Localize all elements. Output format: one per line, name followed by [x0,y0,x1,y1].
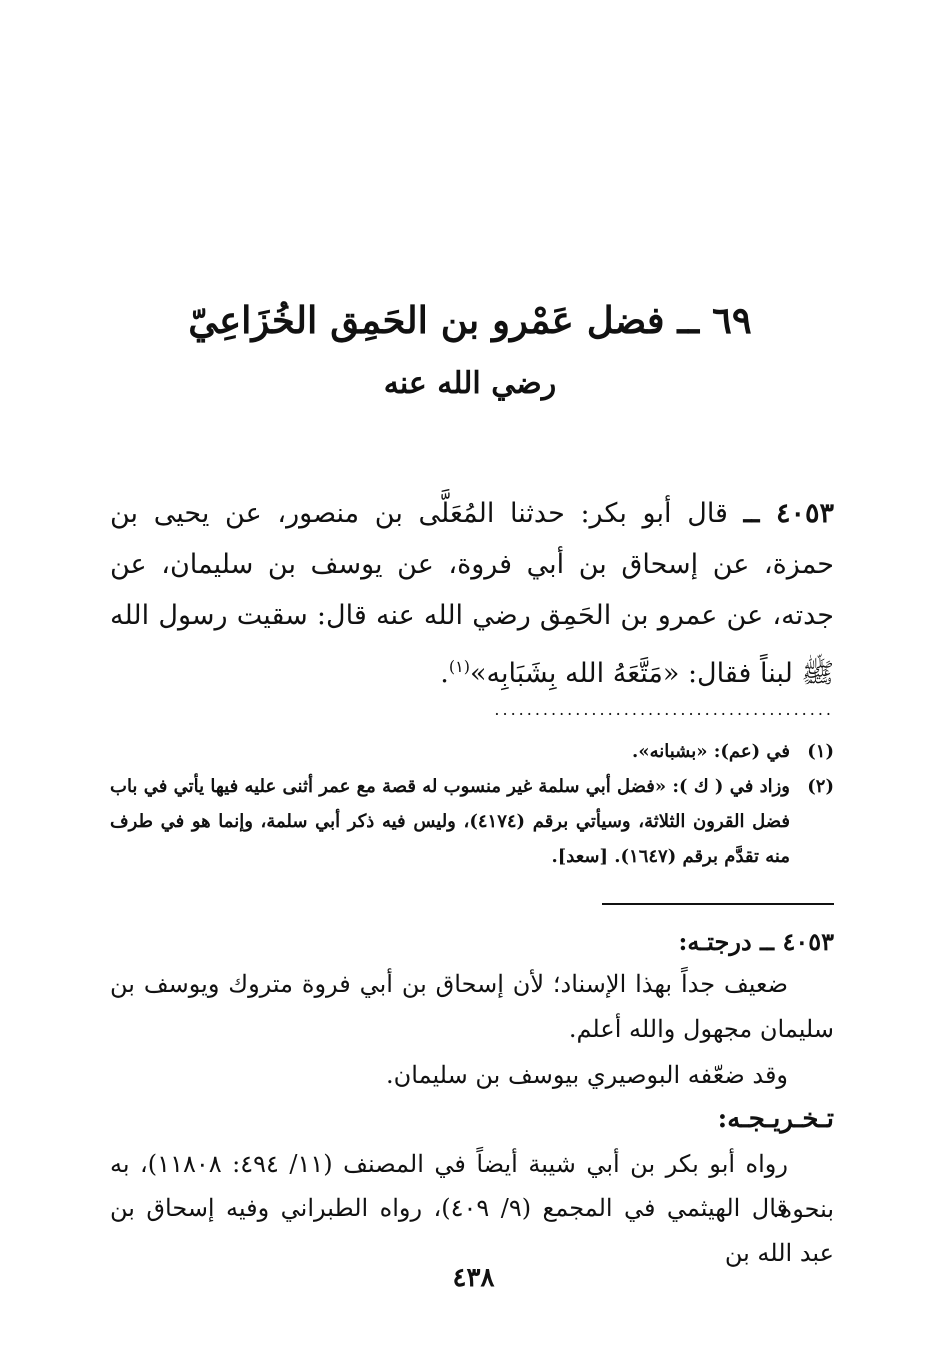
hadith-text-block [110,488,834,699]
footnote-text: وزاد في ( ك ): «فضل أبي سلمة غير منسوب له قصة مع عمر أثنى عليه فيها يأتي في باب فضل القرون الثلاثة، وسيأتي برقم (٤١٧٤)، وليس فيه ذكر أبي سلمة، وإنما هو في طرف منه تقدَّم برقم (١٦٤٧). [سعد]. [110,776,791,867]
footnote [110,734,834,769]
chapter-subtitle: رضي الله عنه [383,366,557,401]
footnote-reference: (١) [448,657,470,676]
grading-heading: ٤٠٥٣ ــ درجتـه: [678,927,834,956]
footnote-text: في (عم): «بشبانه». [632,741,790,762]
footnote-separator: .......................................... [494,700,834,719]
takhrij-paragraph: رواه أبو بكر بن أبي شيبة أيضاً في المصنف (١١/ ٤٩٤: ١١٨٠٨)، به بنحوه. [110,1150,834,1223]
footnote-number: (٢) [807,776,834,797]
hadith-body: قال أبو بكر: حدثنا المُعَلَّى بن منصور، عن يحيى بن حمزة، عن إسحاق بن أبي فروة، عن يوسف بن سليمان، عن جدته، عن عمرو بن الحَمِق رضي الله عنه قال: سقيت رسول الله ﷺ لبناً فقال: «مَتَّعَهُ الله بِشَبَابِه» [110,498,834,689]
takhrij-paragraph: قال الهيثمي في المجمع (٩/ ٤٠٩)، رواه الطبراني وفيه إسحاق بن عبد الله بن [110,1194,834,1267]
page-number: ٤٣٨ [452,1263,495,1293]
footnote-number: (١) [807,741,834,762]
chapter-title: ٦٩ ــ فضل عَمْرو بن الحَمِق الخُزَاعِيّ [188,298,752,342]
footnotes [110,734,834,874]
takhrij-heading: تـخـريـجـه: [717,1104,834,1134]
grading-paragraph: ضعيف جداً بهذا الإسناد؛ لأن إسحاق بن أبي فروة متروك ويوسف بن سليمان مجهول والله أعلم. [110,970,834,1043]
hadith-end: . [440,658,449,689]
grading-paragraph: وقد ضعّفه البوصيري بيوسف بن سليمان. [386,1061,788,1089]
footnote [110,769,834,874]
section-divider [602,903,834,905]
hadith-number: ٤٠٥٣ ــ [743,498,834,529]
